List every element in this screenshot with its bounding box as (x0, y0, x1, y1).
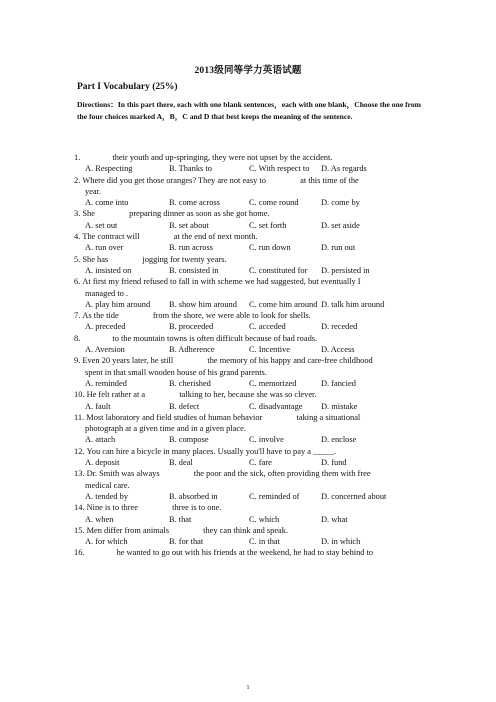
option-a[interactable]: A. fault (85, 401, 111, 411)
answer-options (74, 491, 422, 502)
question-item (74, 355, 422, 389)
question-stem (74, 502, 422, 513)
question-text: The contract will at the end of next month. (82, 232, 258, 242)
directions-text: Directions：In this part there, each with one blank sentences，each with one blank，Choose the one from the four choices marked A，B，C and D that best keeps the meaning of the sentence. (77, 100, 421, 121)
option-b[interactable]: B. run across (169, 243, 213, 253)
option-a[interactable]: A. attach (85, 435, 116, 445)
answer-options (74, 265, 422, 276)
option-a[interactable]: A. insisted on (85, 265, 132, 275)
option-a[interactable]: A. Respecting (85, 164, 133, 174)
question-item (74, 389, 422, 412)
question-item (74, 276, 422, 310)
question-list (74, 152, 422, 559)
option-c[interactable]: C. set forth (249, 220, 287, 230)
question-number: 9. (74, 356, 83, 366)
option-a[interactable]: A. Aversion (85, 345, 125, 355)
question-number: 2. (74, 175, 83, 185)
question-stem (74, 468, 422, 479)
question-text: Nine is to three three is to one. (86, 503, 222, 513)
option-d[interactable]: D. persisted in (321, 265, 370, 275)
option-d[interactable]: D. concerned about (321, 491, 387, 501)
option-b[interactable]: B. absorbed in (169, 491, 218, 501)
question-text: She has jogging for twenty years. (82, 254, 227, 264)
option-c[interactable]: C. run down (249, 243, 291, 253)
question-text: Men differ from animals they can think and speak. (86, 525, 289, 535)
question-text: You can hire a bicycle in many places. Usually you'll have to pay a _____. (86, 446, 337, 456)
option-c[interactable]: C. acceded (249, 322, 286, 332)
question-number: 4. (74, 232, 83, 242)
question-item (74, 231, 422, 254)
question-number: 11. (74, 412, 87, 422)
question-text: Even 20 years later, he still the memory of his happy and care-free childhood (82, 356, 373, 366)
answer-options (74, 378, 422, 389)
question-text: Dr. Smith was always the poor and the sick, often providing them with free (86, 469, 371, 479)
option-b[interactable]: B. that (169, 514, 192, 524)
answer-options (74, 242, 422, 253)
option-d[interactable]: D. run out (321, 243, 356, 253)
option-c[interactable]: C. memorized (249, 378, 297, 388)
question-number: 5. (74, 254, 83, 264)
question-number: 13. (74, 469, 87, 479)
question-number: 16. (74, 548, 85, 558)
option-a[interactable]: A. run over (85, 243, 124, 253)
question-text: As the tide from the shore, we were able to look for shells. (82, 311, 311, 321)
option-c[interactable]: C. involve (249, 435, 284, 445)
option-a[interactable]: A. when (85, 514, 114, 524)
question-number: 7. (74, 311, 83, 321)
question-item (74, 502, 422, 525)
question-text: She preparing dinner as soon as she got home. (82, 209, 270, 219)
option-b[interactable]: B. show him around (169, 299, 237, 309)
question-number: 15. (74, 525, 87, 535)
option-b[interactable]: B. come across (169, 198, 220, 208)
question-stem (74, 547, 422, 558)
option-a[interactable]: A. play him around (85, 299, 151, 309)
option-d[interactable]: D. come by (321, 198, 360, 208)
question-text: he wanted to go out with his friends at the weekend, he had to stay behind to (114, 548, 374, 558)
option-c[interactable]: C. constituted for (249, 265, 308, 275)
question-item (74, 208, 422, 231)
question-stem (74, 355, 422, 366)
answer-options (74, 457, 422, 468)
question-stem (74, 525, 422, 536)
option-a[interactable]: A. for which (85, 537, 128, 547)
option-b[interactable]: B. compose (169, 435, 209, 445)
option-a[interactable]: A. set out (85, 220, 118, 230)
question-stem (74, 389, 422, 400)
option-b[interactable]: B. defect (169, 401, 200, 411)
answer-options (74, 220, 422, 231)
answer-options (74, 434, 422, 445)
answer-options (74, 197, 422, 208)
question-number: 8. (74, 333, 81, 343)
option-c[interactable]: C. come round (249, 198, 299, 208)
option-d[interactable]: D. fund (321, 458, 347, 468)
option-d[interactable]: D. receded (321, 322, 358, 332)
option-b[interactable]: B. set about (169, 220, 209, 230)
question-continuation: medical care. (85, 480, 130, 490)
option-d[interactable]: D. Access (321, 345, 355, 355)
option-b[interactable]: B. consisted in (169, 265, 219, 275)
question-number: 12. (74, 446, 87, 456)
question-continuation: managed to . (85, 288, 129, 298)
question-item (74, 310, 422, 333)
question-stem (74, 254, 422, 265)
question-stem (74, 276, 422, 287)
question-stem (74, 152, 422, 163)
option-b[interactable]: B. Thanks to (169, 164, 212, 174)
question-number: 3. (74, 209, 83, 219)
question-item (74, 525, 422, 548)
question-item (74, 412, 422, 446)
question-text: At first my friend refused to fall in with scheme we had suggested, but eventually I (82, 277, 361, 287)
option-c[interactable]: C. reminded of (249, 491, 300, 501)
option-d[interactable]: D. enclose (321, 435, 357, 445)
answer-options (74, 344, 422, 355)
question-text: their youth and up-springing, they were not upset by the accident. (110, 153, 333, 162)
question-stem (74, 333, 422, 344)
question-text: He felt rather at a talking to her, because she was so clever. (86, 390, 317, 400)
question-item (74, 175, 422, 209)
option-d[interactable]: D. set aside (321, 220, 360, 230)
question-item (74, 446, 422, 469)
option-c[interactable]: C. With respect to (249, 164, 310, 174)
answer-options (74, 299, 422, 310)
answer-options (74, 321, 422, 332)
option-d[interactable]: D. what (321, 514, 348, 524)
question-text: Where did you get those oranges? They are not easy to at this time of the (82, 175, 359, 185)
option-d[interactable]: D. in which (321, 537, 361, 547)
question-text: Most laboratory and field studies of human behavior taking a situational (86, 412, 361, 422)
option-a[interactable]: A. reminded (85, 378, 127, 388)
question-text: to the mountain towns is often difficult because of bad roads. (110, 333, 318, 343)
question-stem (74, 310, 422, 321)
option-c[interactable]: C. in that (249, 537, 280, 547)
question-item (74, 152, 422, 175)
option-b[interactable]: B. proceeded (169, 322, 214, 332)
question-number: 14. (74, 503, 87, 513)
question-item (74, 254, 422, 277)
answer-options (74, 401, 422, 412)
question-item (74, 547, 422, 558)
question-number: 1. (74, 153, 81, 162)
option-b[interactable]: B. cherished (169, 378, 211, 388)
option-a[interactable]: A. tended by (85, 491, 129, 501)
question-continuation: photograph at a given time and in a given place. (85, 424, 246, 434)
option-c[interactable]: C. which (249, 514, 280, 524)
question-continuation: year. (85, 186, 102, 196)
page-number: 1 (246, 684, 250, 691)
option-d[interactable]: D. As regards (321, 164, 367, 174)
option-b[interactable]: B. deal (169, 458, 193, 468)
option-a[interactable]: A. come into (85, 198, 129, 208)
part-heading: Part I Vocabulary (25%) (77, 82, 178, 92)
option-a[interactable]: A. deposit (85, 458, 120, 468)
option-d[interactable]: D. talk him around (321, 299, 385, 309)
answer-options (74, 536, 422, 547)
question-stem (74, 175, 422, 186)
question-number: 10. (74, 390, 87, 400)
answer-options (74, 163, 422, 174)
exam-title: 2013级同等学力英语试题 (194, 66, 302, 76)
question-continuation: spent in that small wooden house of his grand parents. (85, 367, 267, 377)
option-b[interactable]: B. Adherence (169, 345, 215, 355)
option-c[interactable]: C. fare (249, 458, 272, 468)
option-c[interactable]: C. come him around (249, 299, 318, 309)
question-number: 6. (74, 277, 83, 287)
option-a[interactable]: A. preceded (85, 322, 126, 332)
option-d[interactable]: D. fancied (321, 378, 356, 388)
question-stem (74, 208, 422, 219)
option-c[interactable]: C. Incentive (249, 345, 290, 355)
question-item (74, 468, 422, 502)
question-stem (74, 446, 422, 457)
option-c[interactable]: C. disadvantage (249, 401, 303, 411)
question-stem (74, 412, 422, 423)
option-d[interactable]: D. mistake (321, 401, 358, 411)
answer-options (74, 514, 422, 525)
option-b[interactable]: B. for that (169, 537, 204, 547)
question-stem (74, 231, 422, 242)
question-item (74, 333, 422, 356)
